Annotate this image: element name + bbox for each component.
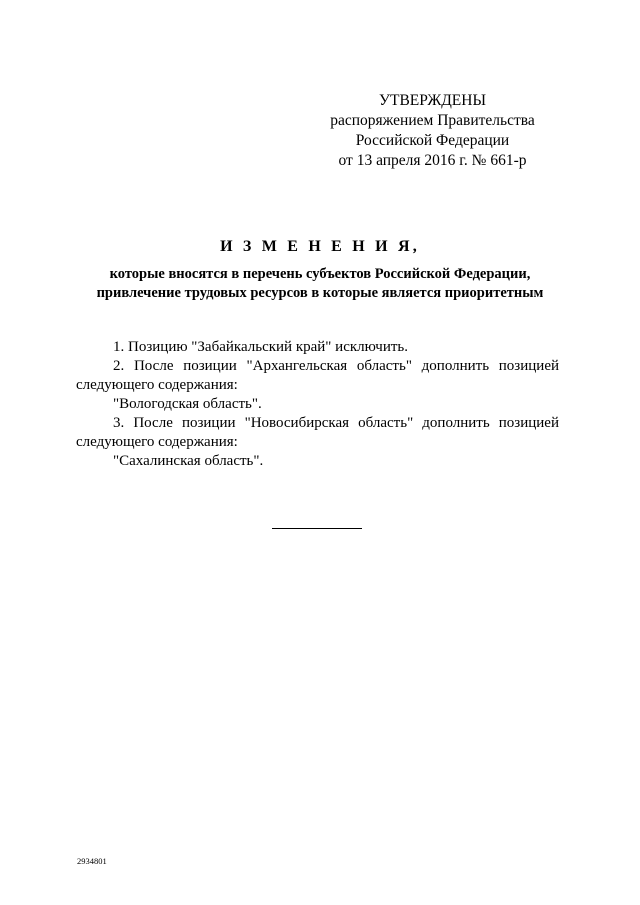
change-item-3-insert: "Сахалинская область". — [113, 453, 264, 469]
document-title: И З М Е Н Е Н И Я, — [220, 238, 420, 255]
change-item-2: 2. После позиции "Архангельская область" дополнить позицией следующего содержания: — [76, 358, 559, 393]
document-code: 2934801 — [77, 856, 107, 866]
subtitle-line-2: привлечение трудовых ресурсов в которые является приоритетным — [96, 285, 544, 301]
subtitle-line-1: которые вносятся в перечень субъектов Российской Федерации, — [109, 266, 531, 282]
end-separator-line — [272, 528, 362, 529]
change-item-3: 3. После позиции "Новосибирская область" дополнить позицией следующего содержания: — [76, 415, 559, 450]
approval-block — [330, 91, 535, 171]
change-item-2-insert: "Вологодская область". — [113, 396, 262, 412]
approval-line-2: Российской Федерации — [355, 132, 510, 149]
approval-line-1: распоряжением Правительства — [330, 112, 535, 129]
approval-line-3: от 13 апреля 2016 г. № 661-р — [338, 152, 527, 169]
change-item-1: 1. Позицию "Забайкальский край" исключить. — [113, 339, 408, 355]
changes-list — [76, 338, 559, 471]
approval-heading: УТВЕРЖДЕНЫ — [379, 92, 486, 109]
document-subtitle — [0, 265, 640, 303]
